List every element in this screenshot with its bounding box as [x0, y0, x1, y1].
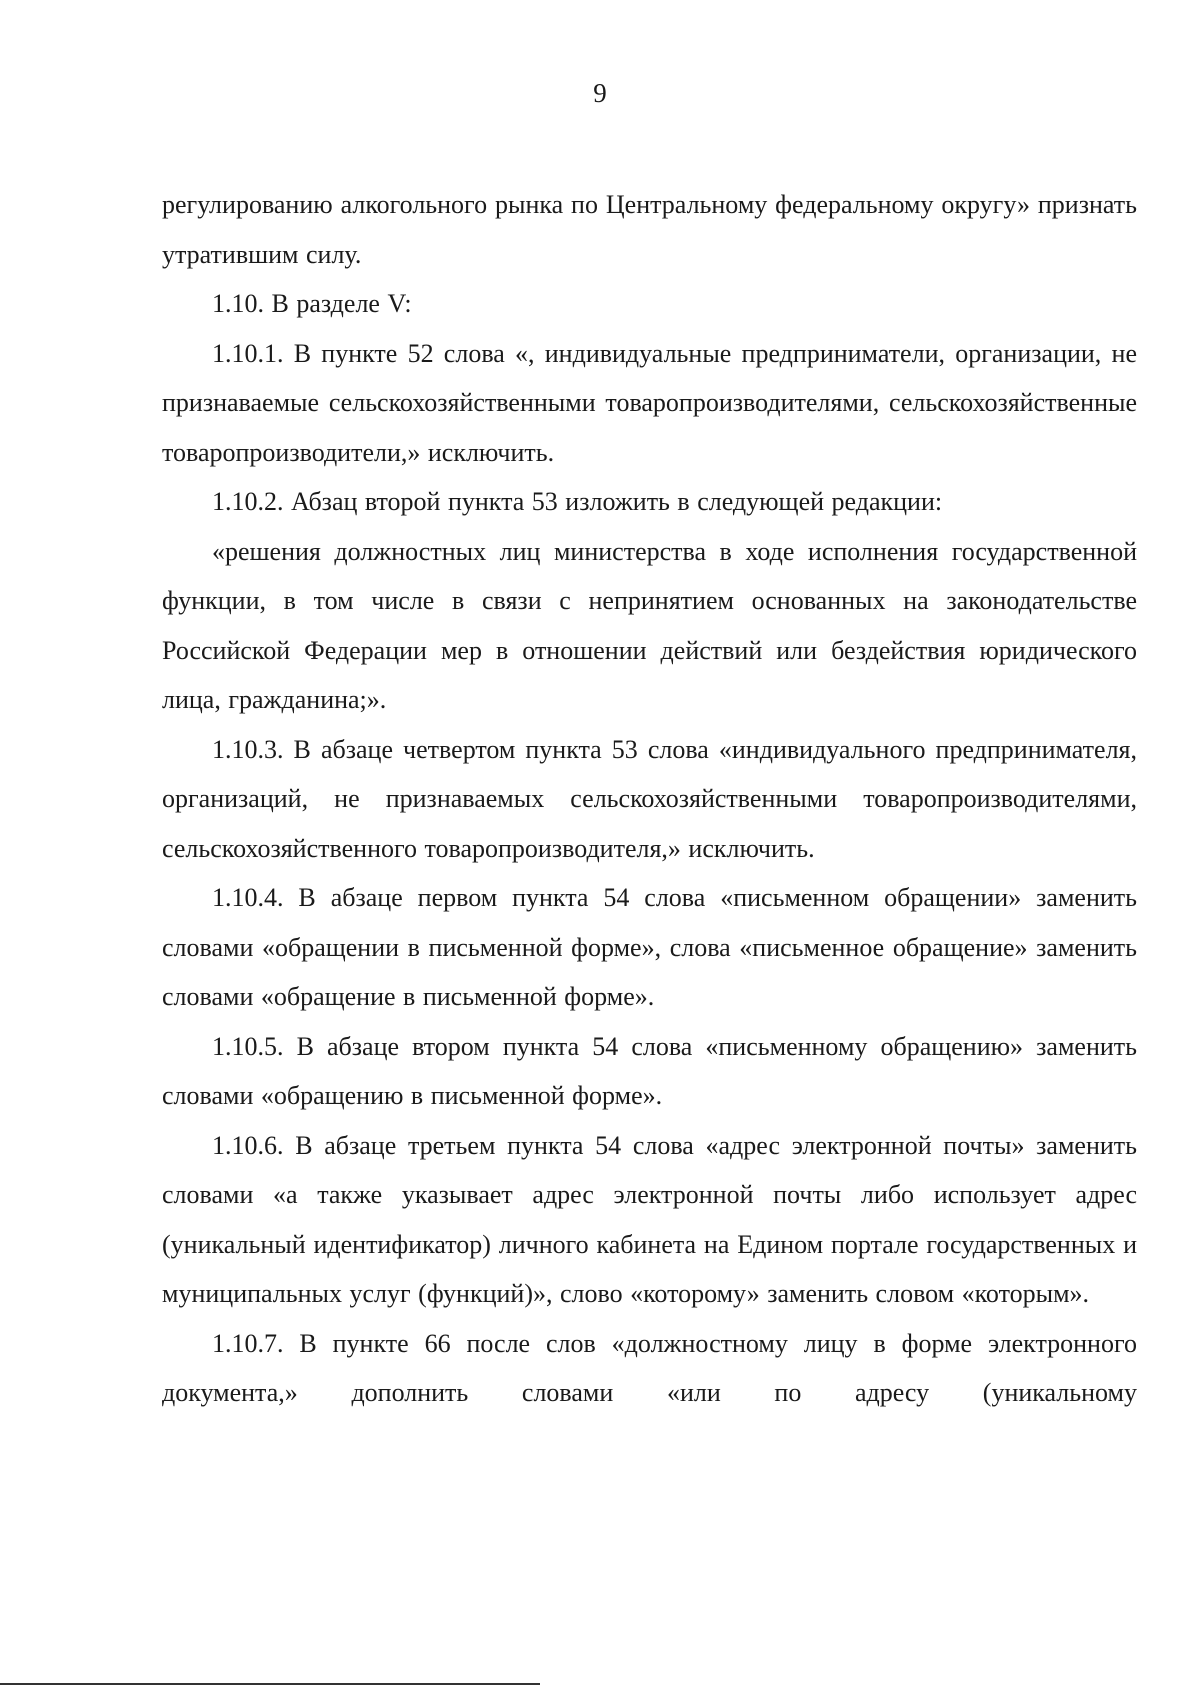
paragraph-item-1-10-1: 1.10.1. В пункте 52 слова «, индивидуальные предприниматели, организации, не признаваемые сельскохозяйственными товаропроизводителями, сельскохозяйственные товаропроизводители,» исключить.	[162, 338, 1137, 467]
paragraph-quoted-text: «решения должностных лиц министерства в ходе исполнения государственной функции, в том числе в связи с непринятием основанных на законодательстве Российской Федерации мер в отношении действий или бездействия юридического лица, гражданина;».	[162, 536, 1137, 714]
paragraph-item-1-10-3: 1.10.3. В абзаце четвертом пункта 53 слова «индивидуального предпринимателя, организаций, не признаваемых сельскохозяйственными товаропроизводителями, сельскохозяйственного товаропроизводителя,» исключить.	[162, 734, 1137, 863]
page-number: 9	[593, 78, 607, 108]
paragraph-section-1-10: 1.10. В разделе V:	[212, 289, 412, 318]
document-body	[162, 180, 1137, 1418]
paragraph-item-1-10-4: 1.10.4. В абзаце первом пункта 54 слова «письменном обращении» заменить словами «обращении в письменной форме», слова «письменное обращение» заменить словами «обращение в письменной форме».	[162, 883, 1137, 1011]
paragraph-item-1-10-6: 1.10.6. В абзаце третьем пункта 54 слова «адрес электронной почты» заменить словами «а также указывает адрес электронной почты либо использует адрес (уникальный идентификатор) личного кабинета на Едином портале государственных и муниципальных услуг (функций)», слово «которому» заменить словом «которым».	[162, 1130, 1137, 1308]
paragraph-continuation: регулированию алкогольного рынка по Центральному федеральному округу» признать утратившим силу.	[162, 190, 1137, 269]
bottom-rule	[0, 1683, 540, 1685]
paragraph-item-1-10-5: 1.10.5. В абзаце втором пункта 54 слова «письменному обращению» заменить словами «обращению в письменной форме».	[162, 1031, 1137, 1110]
paragraph-item-1-10-7: 1.10.7. В пункте 66 после слов «должностному лицу в форме электронного документа,» дополнить словами «или по адресу (уникальному	[162, 1328, 1137, 1407]
paragraph-item-1-10-2: 1.10.2. Абзац второй пункта 53 изложить в следующей редакции:	[212, 487, 943, 516]
